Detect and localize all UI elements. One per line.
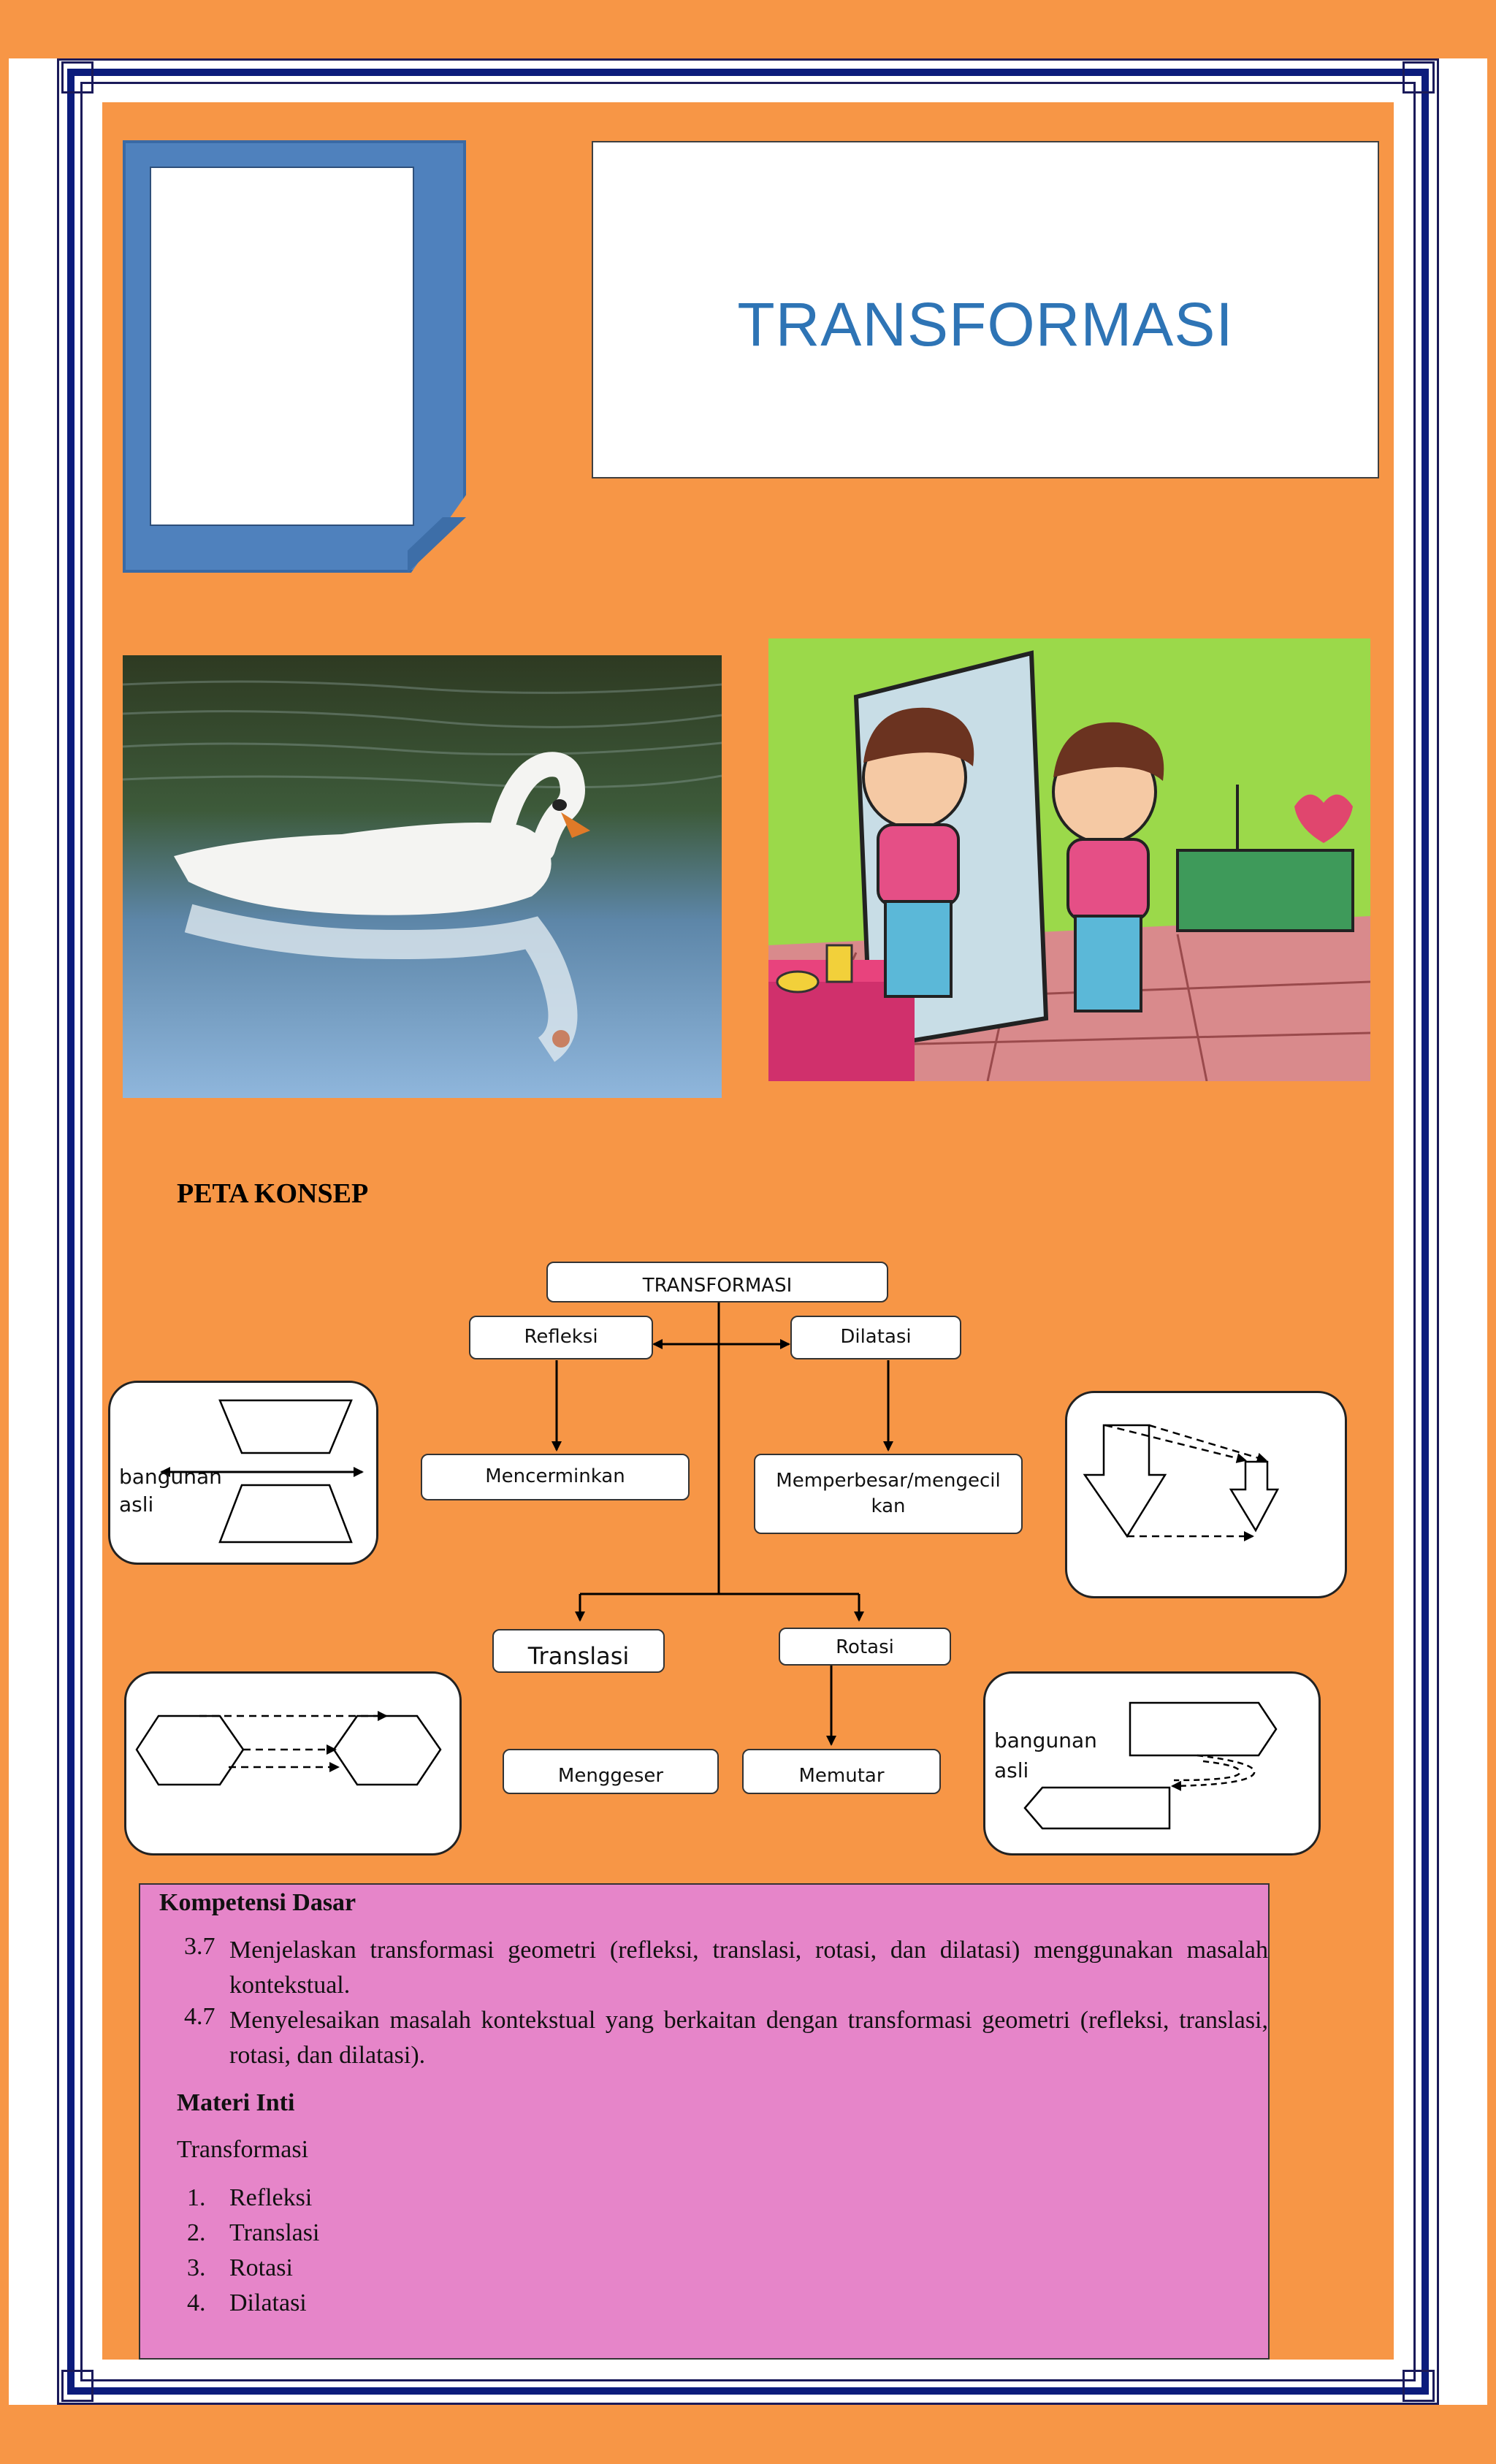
concept-rotasi-label: Rotasi bbox=[836, 1636, 894, 1658]
kompetensi-item-number: 3.7 bbox=[184, 1933, 215, 1960]
concept-rotasi-box bbox=[779, 1628, 951, 1666]
concept-translasi-box bbox=[492, 1629, 665, 1673]
materi-item-number: 3. bbox=[187, 2254, 206, 2281]
kompetensi-item-number: 4.7 bbox=[184, 2003, 215, 2030]
concept-menggeser-box bbox=[503, 1749, 719, 1794]
rotation-original-label: bangunan asli bbox=[994, 1728, 1097, 1782]
concept-translasi-label: Translasi bbox=[527, 1642, 630, 1670]
materi-item-text: Rotasi bbox=[229, 2254, 293, 2281]
concept-dilatasi-box bbox=[790, 1316, 961, 1359]
materi-item-number: 1. bbox=[187, 2184, 206, 2211]
concept-refleksi-label: Refleksi bbox=[524, 1326, 598, 1349]
materi-item-text: Refleksi bbox=[229, 2184, 313, 2211]
materi-item-text: Translasi bbox=[229, 2219, 320, 2246]
concept-mencerminkan-label: Mencerminkan bbox=[485, 1465, 625, 1488]
dilation-illustration bbox=[1065, 1391, 1347, 1598]
materi-item-number: 4. bbox=[187, 2289, 206, 2316]
concept-menggeser-label: Menggeser bbox=[557, 1765, 664, 1787]
materi-subtitle: Transformasi bbox=[177, 2136, 309, 2163]
page-title: TRANSFORMASI bbox=[737, 289, 1234, 359]
materi-item-text: Dilatasi bbox=[229, 2289, 307, 2316]
concept-root-label: TRANSFORMASI bbox=[642, 1275, 793, 1297]
materi-item-number: 2. bbox=[187, 2219, 206, 2246]
reflection-illustration bbox=[108, 1381, 378, 1565]
concept-mencerminkan-box bbox=[421, 1454, 690, 1500]
concept-memperbesar-label: Memperbesar/mengecil kan bbox=[776, 1469, 1001, 1517]
kompetensi-materi-box bbox=[139, 1883, 1270, 2360]
rotation-illustration bbox=[983, 1671, 1321, 1855]
concept-root-box bbox=[546, 1262, 888, 1302]
materi-heading: Materi Inti bbox=[177, 2089, 295, 2116]
concept-memperbesar-box bbox=[754, 1454, 1023, 1534]
kompetensi-item-text: Menjelaskan transformasi geometri (refleksi, translasi, rotasi, dan dilatasi) menggunakan masalah kontekstual. bbox=[229, 1937, 1268, 1999]
concept-dilatasi-label: Dilatasi bbox=[840, 1326, 912, 1349]
kompetensi-item-text: Menyelesaikan masalah kontekstual yang berkaitan dengan transformasi geometri (refleksi, translasi, rotasi, dan dilatasi). bbox=[229, 2007, 1268, 2069]
kompetensi-heading: Kompetensi Dasar bbox=[159, 1889, 356, 1916]
concept-map-heading: PETA KONSEP bbox=[177, 1178, 369, 1209]
concept-refleksi-box bbox=[469, 1316, 653, 1359]
reflection-original-label: bangunan asli bbox=[119, 1465, 222, 1517]
concept-memutar-label: Memutar bbox=[798, 1765, 885, 1787]
concept-memutar-box bbox=[742, 1749, 941, 1794]
translation-illustration bbox=[124, 1671, 462, 1855]
